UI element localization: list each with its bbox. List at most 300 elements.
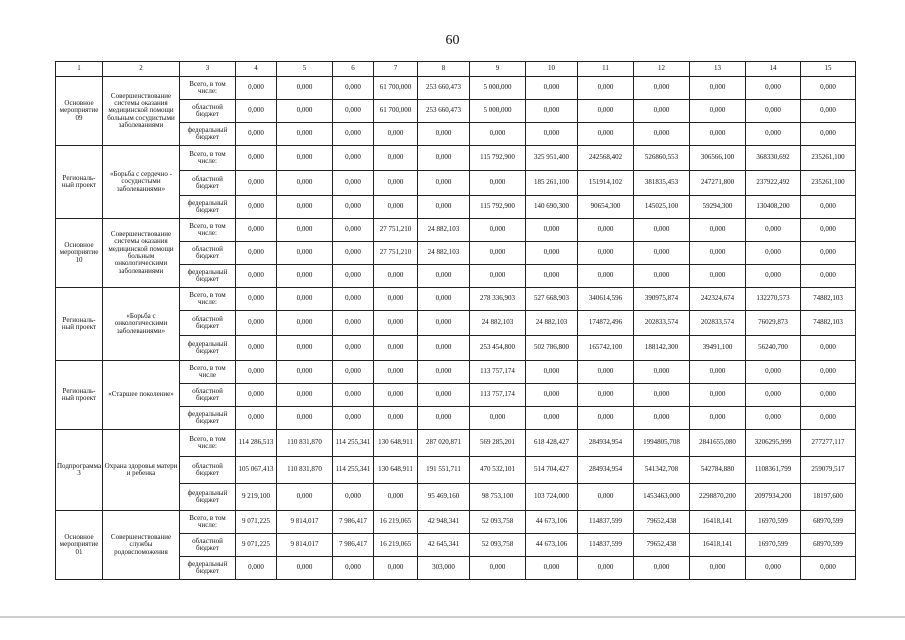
program-label: Основное мероприятие 01	[56, 511, 103, 580]
amount-cell: 541342,708	[634, 457, 690, 484]
amount-cell: 0,000	[333, 288, 374, 311]
amount-cell: 0,000	[333, 407, 374, 430]
amount-cell: 368330,692	[746, 146, 801, 171]
table-row	[56, 361, 856, 384]
amount-cell: 0,000	[578, 77, 634, 100]
amount-cell: 18197,600	[801, 484, 856, 511]
amount-cell: 502 786,800	[526, 336, 578, 361]
amount-cell: 0,000	[236, 242, 277, 265]
amount-cell: 278 336,903	[470, 288, 526, 311]
amount-cell: 0,000	[578, 384, 634, 407]
funding-source: федеральный бюджет	[180, 196, 236, 219]
amount-cell: 0,000	[333, 77, 374, 100]
amount-cell: 0,000	[333, 219, 374, 242]
amount-cell: 0,000	[526, 100, 578, 123]
amount-cell: 527 668,903	[526, 288, 578, 311]
amount-cell: 56240,700	[746, 336, 801, 361]
page-number: 60	[445, 33, 460, 48]
amount-cell: 0,000	[374, 384, 418, 407]
amount-cell: 0,000	[374, 336, 418, 361]
amount-cell: 0,000	[578, 557, 634, 580]
table-body	[56, 77, 856, 580]
amount-cell: 165742,100	[578, 336, 634, 361]
amount-cell: 130 648,911	[374, 457, 418, 484]
amount-cell: 0,000	[236, 557, 277, 580]
amount-cell: 242568,402	[578, 146, 634, 171]
amount-cell: 247271,800	[690, 171, 746, 196]
amount-cell: 0,000	[277, 219, 333, 242]
amount-cell: 0,000	[236, 196, 277, 219]
amount-cell: 0,000	[277, 123, 333, 146]
amount-cell: 1994805,708	[634, 430, 690, 457]
amount-cell: 44 673,106	[526, 511, 578, 534]
amount-cell: 0,000	[690, 557, 746, 580]
amount-cell: 569 285,201	[470, 430, 526, 457]
amount-cell: 24 882,103	[526, 311, 578, 336]
amount-cell: 0,000	[578, 100, 634, 123]
amount-cell: 90654,300	[578, 196, 634, 219]
amount-cell: 0,000	[374, 123, 418, 146]
column-header: 13	[690, 62, 746, 77]
amount-cell: 381835,453	[634, 171, 690, 196]
amount-cell: 514 704,427	[526, 457, 578, 484]
amount-cell: 0,000	[578, 484, 634, 511]
funding-source: областной бюджет	[180, 311, 236, 336]
funding-source: Всего, в том числе:	[180, 430, 236, 457]
amount-cell: 0,000	[690, 123, 746, 146]
amount-cell: 0,000	[333, 311, 374, 336]
amount-cell: 0,000	[236, 336, 277, 361]
amount-cell: 114 286,513	[236, 430, 277, 457]
column-header: 10	[526, 62, 578, 77]
amount-cell: 174872,496	[578, 311, 634, 336]
table-row	[56, 288, 856, 311]
amount-cell: 0,000	[277, 100, 333, 123]
column-header: 11	[578, 62, 634, 77]
amount-cell: 0,000	[690, 242, 746, 265]
funding-source: федеральный бюджет	[180, 407, 236, 430]
amount-cell: 253 660,473	[418, 100, 470, 123]
amount-cell: 74882,103	[801, 311, 856, 336]
amount-cell: 340614,596	[578, 288, 634, 311]
amount-cell: 0,000	[236, 219, 277, 242]
program-name: «Борьба с сердечно - сосудистыми заболеваниями»	[103, 146, 180, 219]
amount-cell: 0,000	[418, 171, 470, 196]
amount-cell: 188142,300	[634, 336, 690, 361]
amount-cell: 390975,874	[634, 288, 690, 311]
column-header: 9	[470, 62, 526, 77]
funding-source: областной бюджет	[180, 171, 236, 196]
funding-source: Всего, в том числе:	[180, 511, 236, 534]
amount-cell: 0,000	[470, 171, 526, 196]
amount-cell: 74882,103	[801, 288, 856, 311]
amount-cell: 0,000	[277, 196, 333, 219]
amount-cell: 235261,100	[801, 171, 856, 196]
amount-cell: 0,000	[746, 384, 801, 407]
program-label: Региональ-ный проект	[56, 288, 103, 361]
amount-cell: 9 814,017	[277, 534, 333, 557]
amount-cell: 0,000	[333, 123, 374, 146]
amount-cell: 68970,599	[801, 511, 856, 534]
amount-cell: 0,000	[746, 557, 801, 580]
amount-cell: 0,000	[746, 77, 801, 100]
amount-cell: 113 757,174	[470, 384, 526, 407]
amount-cell: 237922,492	[746, 171, 801, 196]
amount-cell: 5 000,000	[470, 77, 526, 100]
funding-source: федеральный бюджет	[180, 123, 236, 146]
amount-cell: 202833,574	[634, 311, 690, 336]
amount-cell: 242324,674	[690, 288, 746, 311]
amount-cell: 0,000	[277, 288, 333, 311]
amount-cell: 0,000	[801, 242, 856, 265]
amount-cell: 284934,954	[578, 457, 634, 484]
amount-cell: 0,000	[418, 196, 470, 219]
funding-source: федеральный бюджет	[180, 484, 236, 511]
amount-cell: 0,000	[634, 242, 690, 265]
column-header: 14	[746, 62, 801, 77]
amount-cell: 16970,599	[746, 511, 801, 534]
amount-cell: 0,000	[470, 265, 526, 288]
amount-cell: 0,000	[470, 123, 526, 146]
amount-cell: 16 219,065	[374, 534, 418, 557]
amount-cell: 259079,517	[801, 457, 856, 484]
amount-cell: 0,000	[418, 407, 470, 430]
program-label: Подпрограмма 3	[56, 430, 103, 511]
amount-cell: 0,000	[277, 146, 333, 171]
amount-cell: 185 261,100	[526, 171, 578, 196]
amount-cell: 24 882,103	[418, 242, 470, 265]
amount-cell: 0,000	[333, 557, 374, 580]
funding-source: Всего, в том числе:	[180, 288, 236, 311]
amount-cell: 27 751,210	[374, 242, 418, 265]
column-header: 12	[634, 62, 690, 77]
amount-cell: 0,000	[470, 557, 526, 580]
amount-cell: 0,000	[578, 123, 634, 146]
amount-cell: 0,000	[418, 288, 470, 311]
budget-table	[55, 61, 856, 580]
amount-cell: 0,000	[578, 219, 634, 242]
funding-source: Всего, в том числе:	[180, 77, 236, 100]
column-header: 2	[103, 62, 180, 77]
column-header: 1	[56, 62, 103, 77]
amount-cell: 0,000	[374, 171, 418, 196]
amount-cell: 0,000	[526, 77, 578, 100]
column-header: 6	[333, 62, 374, 77]
amount-cell: 0,000	[690, 100, 746, 123]
program-label: Региональ-ный проект	[56, 146, 103, 219]
amount-cell: 3206295,999	[746, 430, 801, 457]
amount-cell: 0,000	[526, 123, 578, 146]
amount-cell: 5 000,000	[470, 100, 526, 123]
amount-cell: 24 882,103	[418, 219, 470, 242]
amount-cell: 0,000	[801, 265, 856, 288]
amount-cell: 42 948,341	[418, 511, 470, 534]
funding-source: областной бюджет	[180, 457, 236, 484]
amount-cell: 140 690,300	[526, 196, 578, 219]
amount-cell: 0,000	[634, 123, 690, 146]
amount-cell: 115 792,900	[470, 146, 526, 171]
amount-cell: 114 255,341	[333, 457, 374, 484]
amount-cell: 0,000	[578, 242, 634, 265]
amount-cell: 0,000	[277, 361, 333, 384]
amount-cell: 98 753,100	[470, 484, 526, 511]
table-row	[56, 219, 856, 242]
funding-source: Всего, в том числе:	[180, 219, 236, 242]
amount-cell: 0,000	[236, 100, 277, 123]
program-name: «Старшее поколение»	[103, 361, 180, 430]
amount-cell: 0,000	[418, 361, 470, 384]
amount-cell: 115 792,900	[470, 196, 526, 219]
amount-cell: 0,000	[801, 219, 856, 242]
amount-cell: 0,000	[526, 557, 578, 580]
amount-cell: 235261,100	[801, 146, 856, 171]
amount-cell: 0,000	[418, 146, 470, 171]
amount-cell: 0,000	[634, 77, 690, 100]
program-name: Совершенствование системы оказания медицинской помощи больным онкологическими заболеваниями	[103, 219, 180, 288]
amount-cell: 287 020,871	[418, 430, 470, 457]
amount-cell: 76029,873	[746, 311, 801, 336]
amount-cell: 0,000	[526, 384, 578, 407]
amount-cell: 0,000	[236, 288, 277, 311]
amount-cell: 0,000	[374, 311, 418, 336]
amount-cell: 0,000	[634, 265, 690, 288]
amount-cell: 132270,573	[746, 288, 801, 311]
amount-cell: 0,000	[690, 265, 746, 288]
amount-cell: 0,000	[374, 146, 418, 171]
amount-cell: 0,000	[333, 146, 374, 171]
amount-cell: 0,000	[746, 123, 801, 146]
amount-cell: 110 831,870	[277, 430, 333, 457]
amount-cell: 0,000	[236, 77, 277, 100]
amount-cell: 114837,599	[578, 534, 634, 557]
amount-cell: 113 757,174	[470, 361, 526, 384]
amount-cell: 0,000	[801, 77, 856, 100]
amount-cell: 0,000	[277, 265, 333, 288]
amount-cell: 2298870,200	[690, 484, 746, 511]
amount-cell: 0,000	[236, 361, 277, 384]
amount-cell: 284934,954	[578, 430, 634, 457]
amount-cell: 0,000	[690, 407, 746, 430]
amount-cell: 0,000	[801, 407, 856, 430]
amount-cell: 0,000	[578, 265, 634, 288]
amount-cell: 0,000	[374, 407, 418, 430]
amount-cell: 0,000	[418, 311, 470, 336]
funding-source: федеральный бюджет	[180, 265, 236, 288]
amount-cell: 0,000	[374, 288, 418, 311]
amount-cell: 105 067,413	[236, 457, 277, 484]
funding-source: Всего, в том числе	[180, 361, 236, 384]
program-label: Основное мероприятие 10	[56, 219, 103, 288]
amount-cell: 0,000	[236, 407, 277, 430]
amount-cell: 0,000	[277, 336, 333, 361]
amount-cell: 0,000	[374, 557, 418, 580]
table-row	[56, 511, 856, 534]
amount-cell: 0,000	[236, 123, 277, 146]
program-name: Совершенствование системы оказания медицинской помощи больным сосудистыми заболеваниями	[103, 77, 180, 146]
amount-cell: 24 882,103	[470, 311, 526, 336]
amount-cell: 191 551,711	[418, 457, 470, 484]
amount-cell: 0,000	[470, 242, 526, 265]
amount-cell: 7 986,417	[333, 534, 374, 557]
amount-cell: 0,000	[801, 384, 856, 407]
amount-cell: 0,000	[746, 100, 801, 123]
amount-cell: 0,000	[333, 242, 374, 265]
amount-cell: 0,000	[277, 384, 333, 407]
amount-cell: 0,000	[333, 265, 374, 288]
page-bottom-rule	[0, 616, 905, 618]
table-row	[56, 430, 856, 457]
amount-cell: 52 093,758	[470, 534, 526, 557]
program-name: Совершенствование службы родовспоможения	[103, 511, 180, 580]
amount-cell: 253 454,800	[470, 336, 526, 361]
amount-cell: 103 724,000	[526, 484, 578, 511]
amount-cell: 0,000	[277, 484, 333, 511]
amount-cell: 0,000	[634, 407, 690, 430]
amount-cell: 253 660,473	[418, 77, 470, 100]
table-row	[56, 77, 856, 100]
amount-cell: 9 071,225	[236, 511, 277, 534]
amount-cell: 0,000	[526, 407, 578, 430]
amount-cell: 0,000	[374, 361, 418, 384]
amount-cell: 0,000	[418, 336, 470, 361]
amount-cell: 114 255,341	[333, 430, 374, 457]
program-name: Охрана здоровья матери и ребенка	[103, 430, 180, 511]
amount-cell: 0,000	[801, 100, 856, 123]
amount-cell: 16970,599	[746, 534, 801, 557]
amount-cell: 2841655,080	[690, 430, 746, 457]
amount-cell: 306566,100	[690, 146, 746, 171]
amount-cell: 114837,599	[578, 511, 634, 534]
amount-cell: 59294,300	[690, 196, 746, 219]
amount-cell: 44 673,106	[526, 534, 578, 557]
column-header: 4	[236, 62, 277, 77]
amount-cell: 61 700,000	[374, 100, 418, 123]
amount-cell: 16418,141	[690, 511, 746, 534]
amount-cell: 2097934,200	[746, 484, 801, 511]
amount-cell: 16 219,065	[374, 511, 418, 534]
amount-cell: 61 700,000	[374, 77, 418, 100]
amount-cell: 0,000	[746, 361, 801, 384]
amount-cell: 0,000	[690, 77, 746, 100]
amount-cell: 0,000	[374, 484, 418, 511]
amount-cell: 0,000	[634, 219, 690, 242]
amount-cell: 0,000	[236, 384, 277, 407]
amount-cell: 0,000	[236, 311, 277, 336]
amount-cell: 0,000	[374, 196, 418, 219]
amount-cell: 0,000	[333, 361, 374, 384]
amount-cell: 0,000	[746, 242, 801, 265]
amount-cell: 0,000	[634, 361, 690, 384]
amount-cell: 79652,438	[634, 534, 690, 557]
amount-cell: 145025,100	[634, 196, 690, 219]
amount-cell: 277277,117	[801, 430, 856, 457]
amount-cell: 0,000	[418, 384, 470, 407]
amount-cell: 0,000	[277, 557, 333, 580]
amount-cell: 0,000	[236, 265, 277, 288]
amount-cell: 1108361,799	[746, 457, 801, 484]
amount-cell: 0,000	[277, 242, 333, 265]
amount-cell: 0,000	[526, 242, 578, 265]
amount-cell: 0,000	[690, 219, 746, 242]
funding-source: Всего, в том числе:	[180, 146, 236, 171]
amount-cell: 618 428,427	[526, 430, 578, 457]
amount-cell: 0,000	[526, 265, 578, 288]
funding-source: областной бюджет	[180, 100, 236, 123]
amount-cell: 0,000	[418, 265, 470, 288]
amount-cell: 0,000	[746, 407, 801, 430]
program-name: «Борьба с онкологическими заболеваниями»	[103, 288, 180, 361]
amount-cell: 0,000	[333, 336, 374, 361]
amount-cell: 0,000	[634, 384, 690, 407]
funding-source: областной бюджет	[180, 384, 236, 407]
header-row	[56, 62, 856, 77]
amount-cell: 0,000	[333, 171, 374, 196]
amount-cell: 325 951,400	[526, 146, 578, 171]
amount-cell: 526860,553	[634, 146, 690, 171]
amount-cell: 130 648,911	[374, 430, 418, 457]
amount-cell: 52 093,758	[470, 511, 526, 534]
amount-cell: 0,000	[470, 219, 526, 242]
column-header: 3	[180, 62, 236, 77]
column-header: 5	[277, 62, 333, 77]
amount-cell: 0,000	[277, 171, 333, 196]
amount-cell: 0,000	[690, 361, 746, 384]
column-header: 7	[374, 62, 418, 77]
amount-cell: 0,000	[333, 196, 374, 219]
amount-cell: 1453463,000	[634, 484, 690, 511]
amount-cell: 39491,100	[690, 336, 746, 361]
amount-cell: 130408,200	[746, 196, 801, 219]
amount-cell: 0,000	[746, 265, 801, 288]
amount-cell: 9 071,225	[236, 534, 277, 557]
amount-cell: 68970,599	[801, 534, 856, 557]
amount-cell: 0,000	[418, 123, 470, 146]
amount-cell: 0,000	[746, 219, 801, 242]
amount-cell: 110 831,870	[277, 457, 333, 484]
column-header: 8	[418, 62, 470, 77]
amount-cell: 16418,141	[690, 534, 746, 557]
amount-cell: 0,000	[277, 311, 333, 336]
program-label: Региональ-ный проект	[56, 361, 103, 430]
table-row	[56, 146, 856, 171]
amount-cell: 0,000	[236, 171, 277, 196]
amount-cell: 0,000	[333, 484, 374, 511]
amount-cell: 0,000	[634, 557, 690, 580]
amount-cell: 9 814,017	[277, 511, 333, 534]
amount-cell: 0,000	[526, 219, 578, 242]
amount-cell: 0,000	[801, 336, 856, 361]
amount-cell: 0,000	[801, 557, 856, 580]
amount-cell: 9 219,100	[236, 484, 277, 511]
amount-cell: 0,000	[470, 407, 526, 430]
amount-cell: 0,000	[578, 361, 634, 384]
amount-cell: 303,000	[418, 557, 470, 580]
amount-cell: 0,000	[690, 384, 746, 407]
amount-cell: 0,000	[526, 361, 578, 384]
column-header: 15	[801, 62, 856, 77]
amount-cell: 0,000	[801, 123, 856, 146]
funding-source: федеральный бюджет	[180, 336, 236, 361]
amount-cell: 27 751,210	[374, 219, 418, 242]
amount-cell: 0,000	[236, 146, 277, 171]
funding-source: областной бюджет	[180, 534, 236, 557]
amount-cell: 0,000	[333, 100, 374, 123]
amount-cell: 0,000	[634, 100, 690, 123]
amount-cell: 0,000	[801, 196, 856, 219]
amount-cell: 470 532,101	[470, 457, 526, 484]
amount-cell: 42 645,341	[418, 534, 470, 557]
amount-cell: 79652,438	[634, 511, 690, 534]
